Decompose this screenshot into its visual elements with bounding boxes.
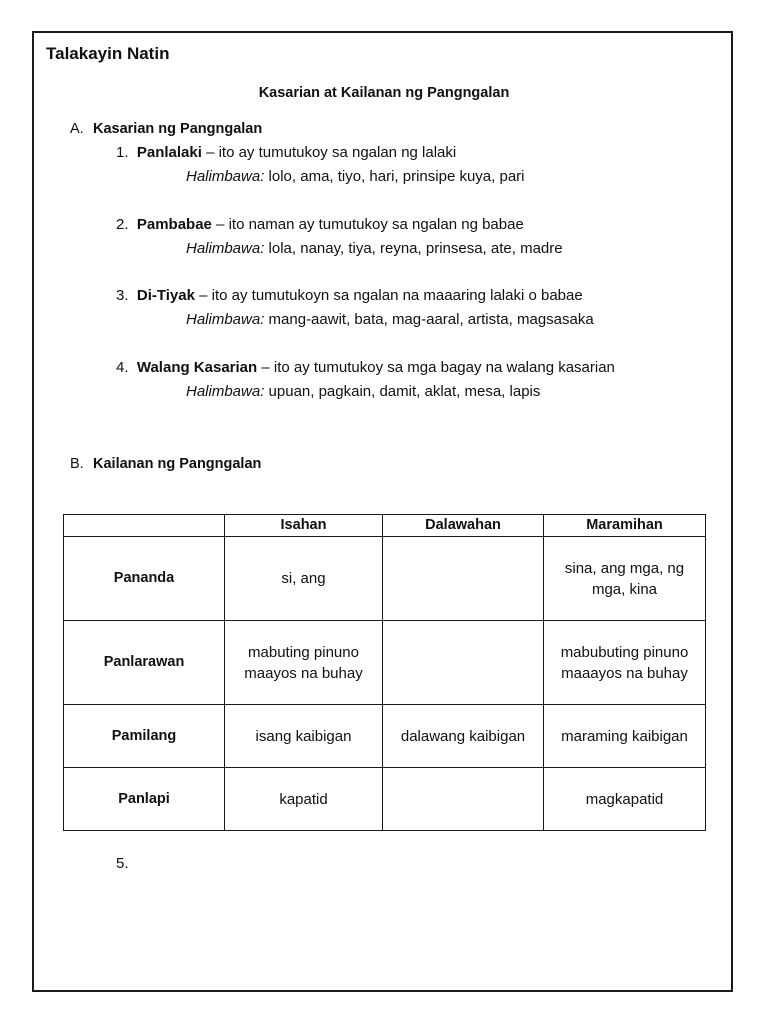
item-number: 4.	[116, 359, 129, 376]
item-number: 2.	[116, 216, 129, 233]
example-line	[186, 383, 540, 400]
item-term: Pambabae	[136, 216, 212, 233]
row-label: Pananda	[64, 537, 225, 621]
list-item	[116, 144, 456, 161]
item-definition: – ito naman ay tumutukoy sa ngalan ng babae	[211, 216, 524, 233]
document-title: Kasarian at Kailanan ng Pangngalan	[258, 85, 510, 101]
item-number: 1.	[116, 144, 129, 161]
trailing-list-number: 5.	[116, 855, 129, 872]
table-cell	[383, 537, 544, 621]
example-line	[186, 168, 525, 185]
example-label: Halimbawa:	[186, 168, 265, 185]
table-cell: dalawang kaibigan	[383, 705, 544, 768]
item-term: Di-Tiyak	[136, 287, 195, 304]
section-b-heading: Kailanan ng Pangngalan	[93, 456, 262, 472]
example-label: Halimbawa:	[186, 383, 265, 400]
row-label: Panlapi	[64, 768, 225, 831]
section-title: Talakayin Natin	[46, 44, 170, 63]
item-definition: – ito ay tumutukoyn sa ngalan na maaaring lalaki o babae	[194, 287, 583, 304]
example-text: upuan, pagkain, damit, aklat, mesa, lapis	[264, 383, 541, 400]
table-cell: maraming kaibigan	[544, 705, 706, 768]
example-line	[186, 311, 594, 328]
table-row	[64, 621, 706, 705]
list-item	[116, 287, 583, 304]
table-cell: isang kaibigan	[225, 705, 383, 768]
table-header-cell: Dalawahan	[383, 515, 544, 537]
table-cell	[383, 621, 544, 705]
table-cell	[383, 768, 544, 831]
item-definition: – ito ay tumutukoy sa ngalan ng lalaki	[201, 144, 457, 161]
table-row	[64, 768, 706, 831]
list-item	[116, 216, 524, 233]
table-row	[64, 537, 706, 621]
table-cell: kapatid	[225, 768, 383, 831]
example-line	[186, 240, 563, 257]
example-label: Halimbawa:	[186, 240, 265, 257]
example-text: lolo, ama, tiyo, hari, prinsipe kuya, pari	[264, 168, 525, 185]
section-a-heading: Kasarian ng Pangngalan	[93, 121, 263, 137]
item-number: 3.	[116, 287, 129, 304]
item-term: Walang Kasarian	[136, 359, 258, 376]
table-header-cell: Isahan	[225, 515, 383, 537]
table-cell: mabuting pinuno maayos na buhay	[225, 621, 383, 705]
table-cell: mabubuting pinuno maaayos na buhay	[544, 621, 706, 705]
item-definition: – ito ay tumutukoy sa mga bagay na walang kasarian	[257, 359, 615, 376]
section-b-marker: B.	[70, 456, 84, 472]
table-cell: sina, ang mga, ng mga, kina	[544, 537, 706, 621]
table-header-cell	[64, 515, 225, 537]
list-item	[116, 359, 615, 376]
row-label: Pamilang	[64, 705, 225, 768]
table-header-row	[64, 515, 706, 537]
table-cell: si, ang	[225, 537, 383, 621]
example-label: Halimbawa:	[186, 311, 265, 328]
example-text: lola, nanay, tiya, reyna, prinsesa, ate, madre	[264, 240, 563, 257]
section-a-marker: A.	[70, 121, 84, 137]
table-cell: magkapatid	[544, 768, 706, 831]
kailanan-table	[63, 514, 706, 831]
table-row	[64, 705, 706, 768]
item-term: Panlalaki	[136, 144, 202, 161]
table-header-cell: Maramihan	[544, 515, 706, 537]
example-text: mang-aawit, bata, mag-aaral, artista, magsasaka	[264, 311, 594, 328]
row-label: Panlarawan	[64, 621, 225, 705]
